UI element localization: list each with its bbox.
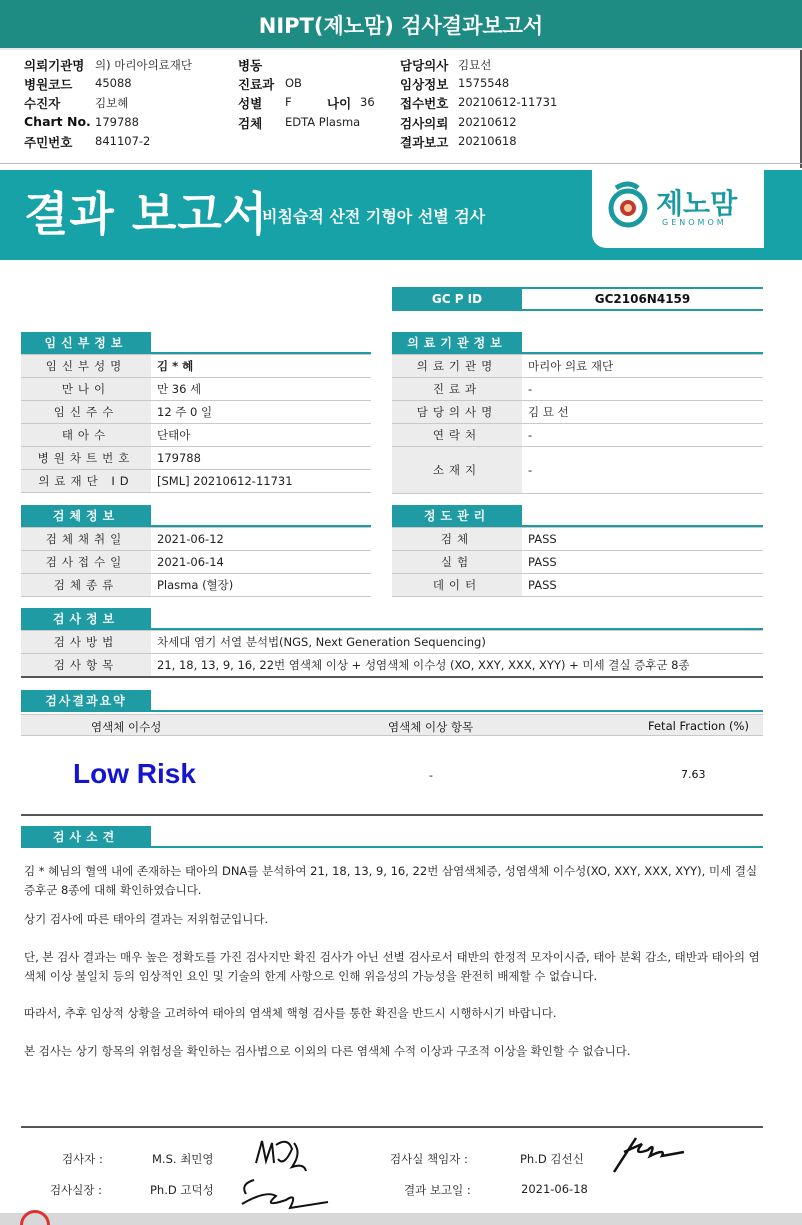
row-value: PASS — [522, 551, 763, 574]
risk-result: Low Risk — [73, 758, 196, 789]
age-value: 36 — [360, 95, 375, 109]
row-label: 연락처 — [392, 424, 522, 447]
row-label: 임신부성명 — [21, 355, 151, 378]
header-divider — [0, 163, 802, 164]
table-row — [392, 447, 763, 494]
summary-col-abnormal: 염색체 이상 항목 — [388, 720, 474, 734]
gcpid-label: GC P ID — [392, 287, 522, 311]
bottom-strip — [0, 1213, 802, 1225]
lab-head-name: Ph.D 김선신 — [520, 1152, 584, 1166]
ward-label: 병동 — [238, 58, 263, 73]
row-value: 2021-06-12 — [151, 528, 371, 551]
director-label: 검사실장 : — [50, 1183, 102, 1197]
section-test: 검사정보 — [21, 608, 151, 630]
hospital-code-label: 병원코드 — [24, 77, 73, 92]
request-label: 검사의뢰 — [400, 116, 449, 131]
receipt-label: 접수번호 — [400, 96, 449, 111]
fetal-fraction-value: 7.63 — [681, 768, 706, 781]
lab-head-label: 검사실 책임자 : — [390, 1152, 468, 1166]
section-line — [151, 710, 763, 712]
table-row — [21, 631, 763, 654]
doctor-value: 김묘선 — [458, 58, 492, 72]
tester-signature-icon — [248, 1133, 310, 1175]
row-label: 임신주수 — [21, 401, 151, 424]
table-row — [392, 355, 763, 378]
report-date-label: 결과 보고일 : — [404, 1183, 471, 1197]
director-signature-icon — [236, 1174, 332, 1212]
finding-paragraph: 단, 본 검사 결과는 매우 높은 정확도를 가진 검사지만 확진 검사가 아닌 선별 검사로서 태반의 한정적 모자이시즘, 태아 분획 감소, 태반과 태아의 염색체 이상 불일치 등의 임상적인 요인 및 기술의 한계 사항으로 인해 위음성의 가능성을 완전히 배제할 수 없습니다. — [24, 950, 760, 983]
row-value: - — [522, 378, 763, 401]
section-specimen: 검체정보 — [21, 505, 151, 527]
table-row — [21, 447, 371, 470]
row-label: 진료과 — [392, 378, 522, 401]
row-label: 태아수 — [21, 424, 151, 447]
row-label: 검사항목 — [21, 654, 151, 677]
table-row — [21, 528, 371, 551]
table-row — [392, 378, 763, 401]
row-label: 의료기관명 — [392, 355, 522, 378]
sex-label: 성별 — [238, 96, 263, 111]
dept-value: OB — [285, 76, 302, 90]
report-title: NIPT(제노맘) 검사결과보고서 — [0, 0, 802, 50]
chart-value: 179788 — [95, 115, 139, 129]
specimen-table — [21, 527, 371, 597]
table-row — [21, 424, 371, 447]
tester-name: M.S. 최민영 — [152, 1152, 214, 1166]
table-row — [21, 401, 371, 424]
header-info — [0, 54, 802, 162]
institution-label: 의뢰기관명 — [24, 58, 85, 73]
row-value: 김 묘 선 — [522, 401, 763, 424]
table-row — [392, 401, 763, 424]
row-label: 실험 — [392, 551, 522, 574]
logo-icon — [606, 180, 650, 230]
table-row — [392, 528, 763, 551]
quality-table — [392, 527, 763, 597]
row-label: 데이터 — [392, 574, 522, 597]
row-label: 병원차트번호 — [21, 447, 151, 470]
pregnant-table — [21, 354, 371, 493]
summary-header — [21, 714, 763, 736]
dept-label: 진료과 — [238, 77, 275, 92]
section-findings: 검사소견 — [21, 826, 151, 848]
summary-col-fetal-fraction: Fetal Fraction (%) — [648, 719, 749, 733]
section-institution: 의료기관정보 — [392, 332, 522, 354]
test-table — [21, 630, 763, 678]
chart-label: Chart No. — [24, 114, 91, 129]
summary-col-aneuploidy: 염색체 이수성 — [91, 720, 162, 734]
table-row — [392, 551, 763, 574]
finding-paragraph: 본 검사는 상기 항목의 위험성을 확인하는 검사법으로 이외의 다른 염색체 수적 이상과 구조적 이상을 확인할 수 없습니다. — [24, 1044, 631, 1058]
table-row — [21, 470, 371, 493]
row-value: 21, 18, 13, 9, 16, 22번 염색체 이상 + 성염색체 이수성 (XO, XXY, XXX, XYY) + 미세 결실 증후군 8종 — [151, 654, 763, 677]
hospital-code-value: 45088 — [95, 76, 132, 90]
report-date-value: 2021-06-18 — [521, 1182, 588, 1196]
row-value: 마리아 의료 재단 — [522, 355, 763, 378]
finding-paragraph: 김 * 혜님의 혈액 내에 존재하는 태아의 DNA를 분석하여 21, 18, 13, 9, 16, 22번 삼염색체증, 성염색체 이수성(XO, XXY, XXX, XYY), 미세 결실 증후군 8종에 대해 확인하였습니다. — [24, 864, 758, 897]
row-label: 의료재단 ID — [21, 470, 151, 493]
banner-title: 결과 보고서 — [24, 187, 269, 241]
specimen-label: 검체 — [238, 116, 263, 131]
genomom-logo — [592, 170, 764, 248]
row-value: 12 주 0 일 — [151, 401, 371, 424]
row-label: 담당의사명 — [392, 401, 522, 424]
section-line — [151, 846, 763, 848]
table-row — [392, 424, 763, 447]
abnormal-value: - — [429, 769, 433, 782]
row-value: PASS — [522, 574, 763, 597]
specimen-value: EDTA Plasma — [285, 115, 361, 129]
logo-text: 제노맘 — [656, 187, 738, 220]
tester-label: 검사자 : — [62, 1152, 103, 1166]
row-value: 단태아 — [151, 424, 371, 447]
row-value: Plasma (혈장) — [151, 574, 371, 597]
summary-row — [21, 736, 763, 816]
section-pregnant: 임신부정보 — [21, 332, 151, 354]
clinical-label: 임상정보 — [400, 77, 449, 92]
row-value: 김 * 혜 — [151, 355, 371, 378]
table-row — [21, 654, 763, 677]
logo-subtext: GENOMOM — [662, 218, 727, 227]
report-label: 결과보고 — [400, 135, 449, 150]
row-value: 만 36 세 — [151, 378, 371, 401]
row-label: 검체채취일 — [21, 528, 151, 551]
clinical-value: 1575548 — [458, 76, 510, 90]
recipient-label: 수진자 — [24, 96, 61, 111]
result-banner — [0, 170, 802, 260]
finding-paragraph: 따라서, 추후 임상적 상황을 고려하여 태아의 염색체 핵형 검사를 통한 확진을 반드시 시행하시기 바랍니다. — [24, 1006, 557, 1020]
row-value: PASS — [522, 528, 763, 551]
row-value: - — [522, 424, 763, 447]
banner-subtitle: 비침습적 산전 기형아 선별 검사 — [262, 207, 486, 226]
table-row — [392, 574, 763, 597]
row-value: - — [522, 447, 763, 494]
row-label: 검체종류 — [21, 574, 151, 597]
director-name: Ph.D 고덕성 — [150, 1183, 214, 1197]
row-label: 검사방법 — [21, 631, 151, 654]
row-label: 만나이 — [21, 378, 151, 401]
recipient-value: 김보혜 — [95, 96, 129, 110]
resident-value: 841107-2 — [95, 134, 151, 148]
signature-divider — [21, 1126, 763, 1128]
section-summary: 검사결과요약 — [21, 690, 151, 712]
row-value: 2021-06-14 — [151, 551, 371, 574]
row-value: [SML] 20210612-11731 — [151, 470, 371, 493]
finding-paragraph: 상기 검사에 따른 태아의 결과는 저위험군입니다. — [24, 912, 269, 926]
row-label: 검체 — [392, 528, 522, 551]
sex-value: F — [285, 95, 292, 109]
lab-head-signature-icon — [610, 1132, 690, 1176]
report-value: 20210618 — [458, 134, 517, 148]
table-row — [21, 378, 371, 401]
institution-value: 의) 마리아의료재단 — [95, 58, 193, 72]
table-row — [21, 551, 371, 574]
age-label: 나이 — [327, 96, 352, 111]
row-value: 차세대 염기 서열 분석법(NGS, Next Generation Sequencing) — [151, 631, 763, 654]
table-row — [21, 574, 371, 597]
row-label: 검사접수일 — [21, 551, 151, 574]
gcpid-value: GC2106N4159 — [522, 287, 763, 311]
table-row — [21, 355, 371, 378]
row-label: 소재지 — [392, 447, 522, 494]
doctor-label: 담당의사 — [400, 58, 449, 73]
row-value: 179788 — [151, 447, 371, 470]
receipt-value: 20210612-11731 — [458, 95, 558, 109]
request-value: 20210612 — [458, 115, 517, 129]
section-quality: 정도관리 — [392, 505, 522, 527]
resident-label: 주민번호 — [24, 135, 73, 150]
institution-table — [392, 354, 763, 494]
